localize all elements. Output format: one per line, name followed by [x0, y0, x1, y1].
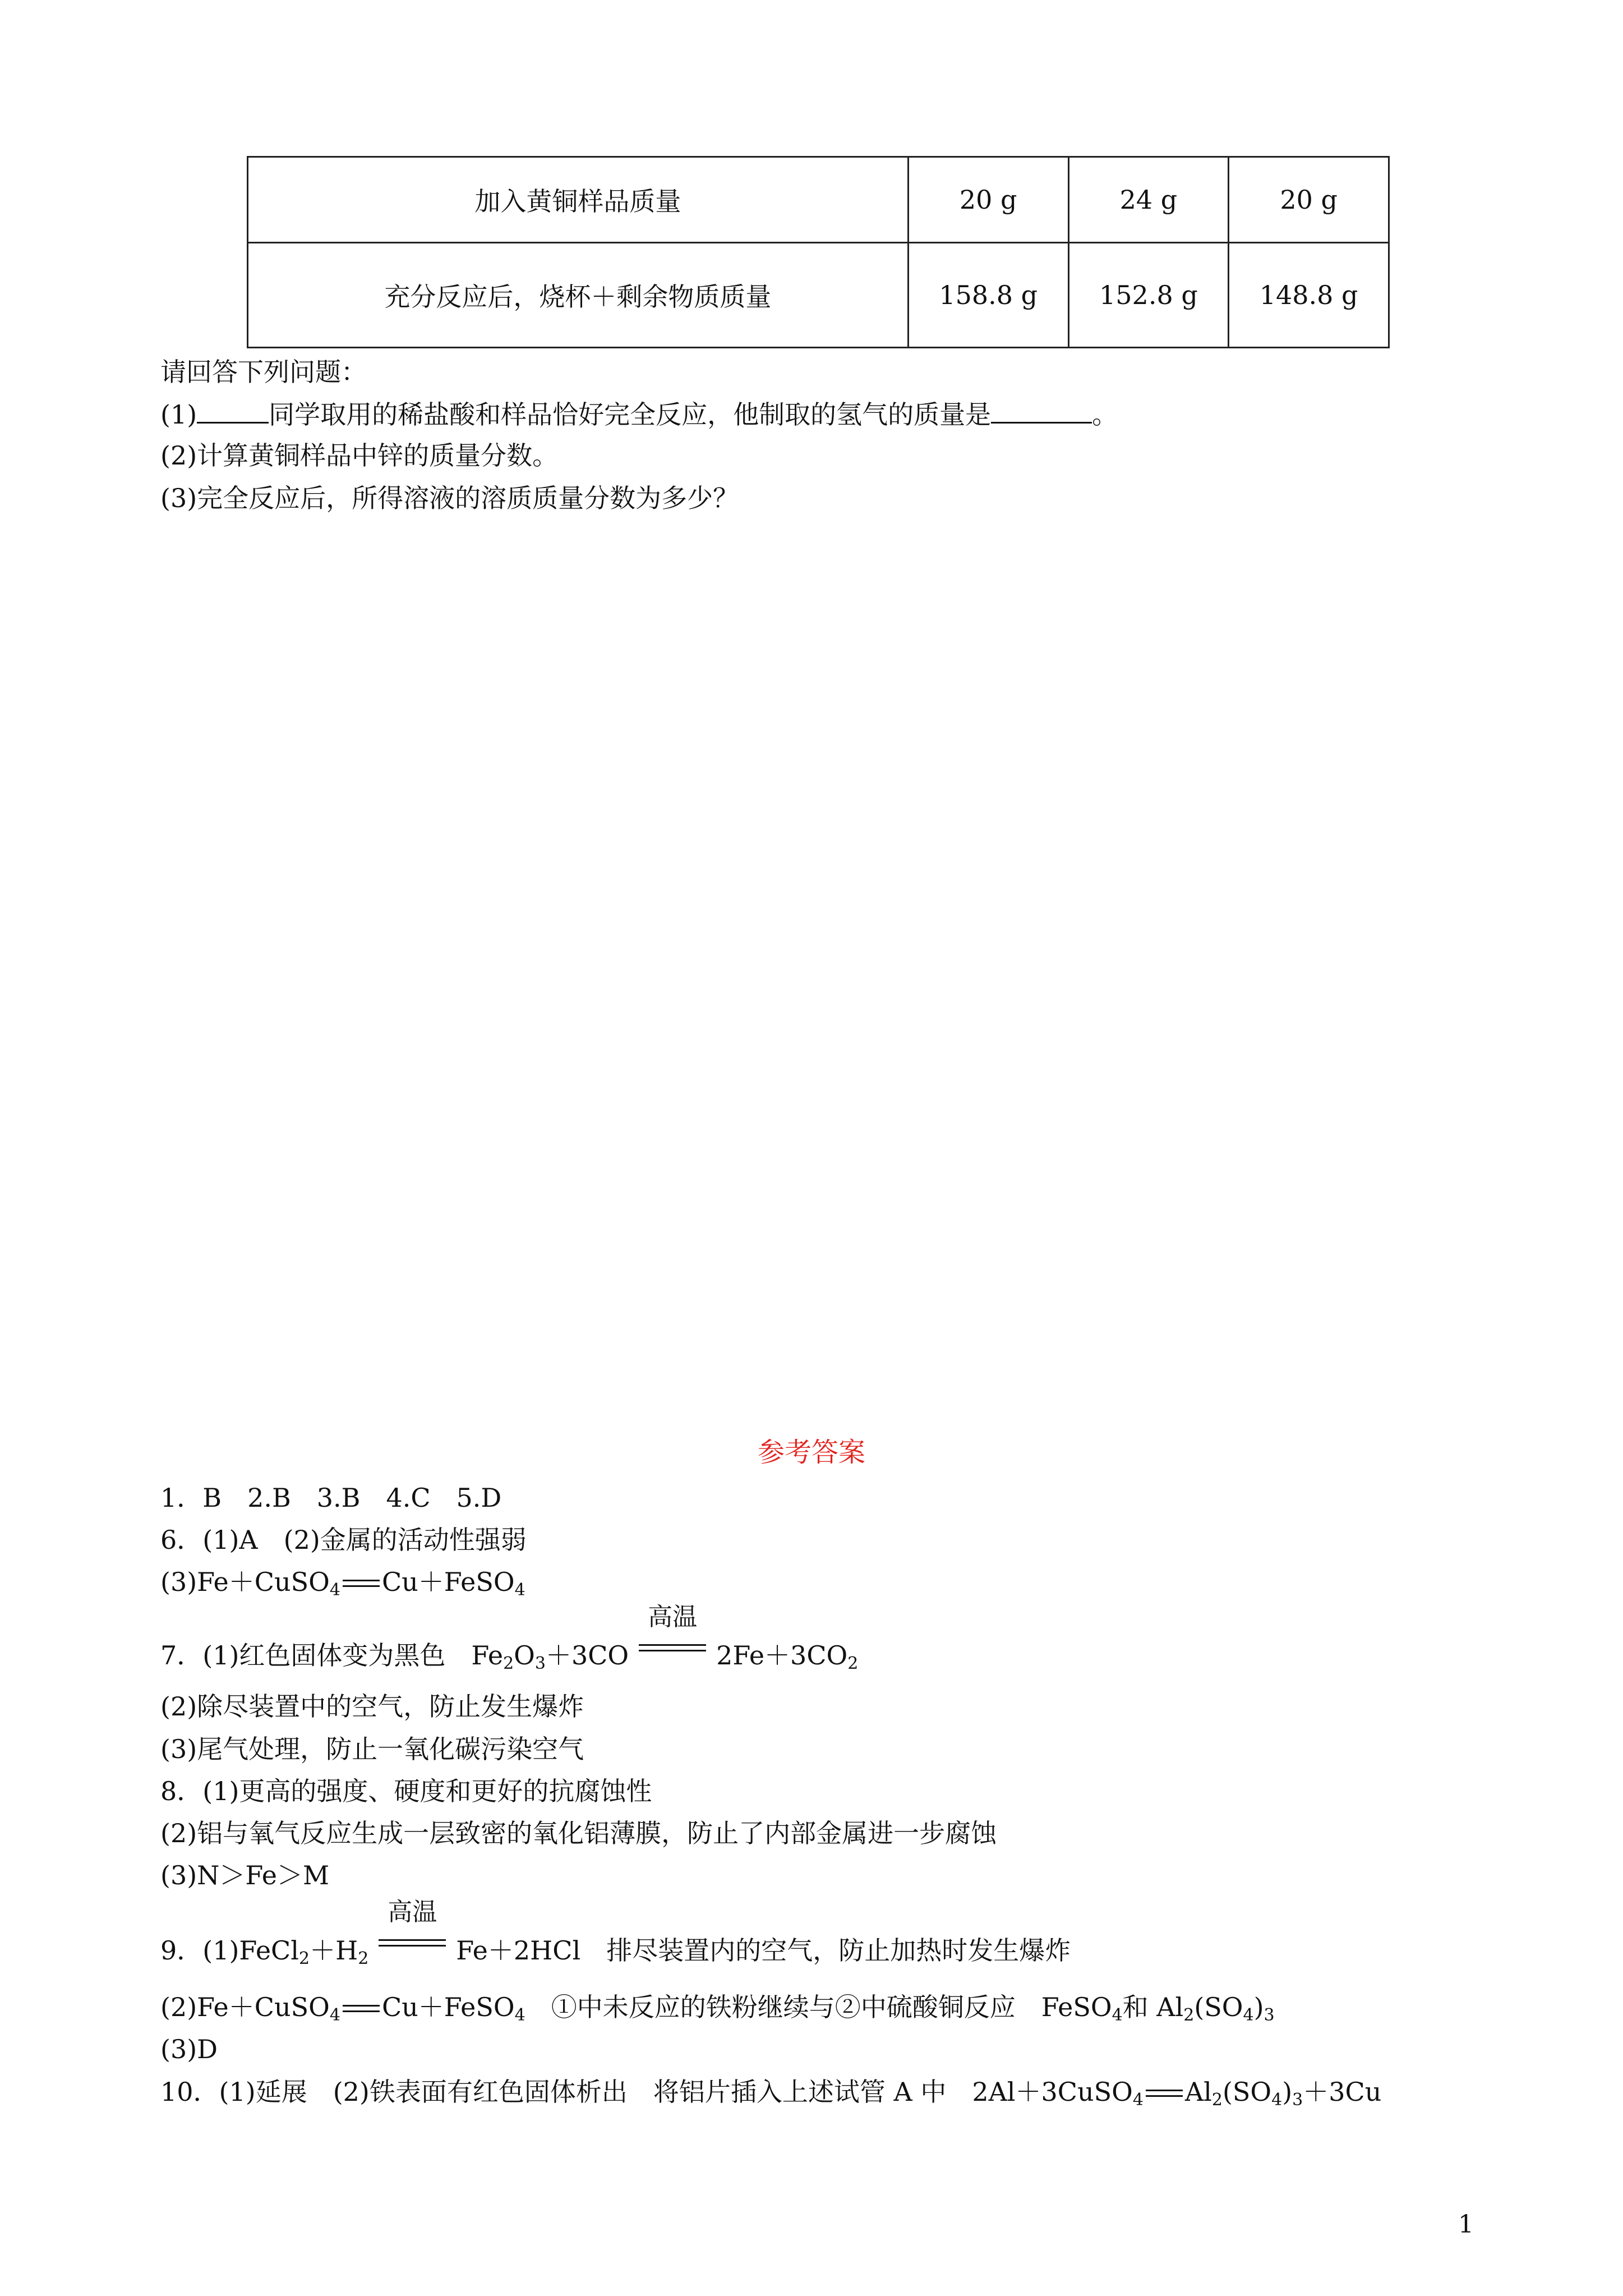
answer-text: (2)Fe＋CuSO — [160, 1992, 330, 2022]
subscript: 2 — [1183, 2005, 1195, 2025]
question-2: (2)计算黄铜样品中锌的质量分数。 — [160, 440, 559, 471]
answer-text: Cu＋FeSO — [381, 1992, 515, 2022]
table-row-label: 充分反应后，烧杯＋剩余物质质量 — [248, 243, 909, 348]
brass-sample-table — [247, 156, 1390, 348]
answer-line: 6．(1)A (2)金属的活动性强弱 — [160, 1525, 527, 1555]
question-1-number: (1) — [160, 399, 197, 430]
subscript: 2 — [847, 1654, 859, 1673]
subscript: 3 — [1292, 2090, 1303, 2110]
answer-text: 10．(1)延展 (2)铁表面有红色固体析出 将铝片插入上述试管 A 中 2Al＋3CuSO — [160, 2077, 1133, 2107]
answer-line: (2)除尽装置中的空气，防止发生爆炸 — [160, 1691, 584, 1722]
equals-sign — [343, 2004, 380, 2015]
answer-line — [160, 1565, 525, 1599]
subscript: 3 — [1264, 2005, 1275, 2025]
table-cell: 24 g — [1068, 157, 1229, 243]
answer-text: (SO — [1194, 1992, 1243, 2022]
answer-line — [160, 1603, 859, 1673]
answer-text: (SO — [1222, 2077, 1272, 2107]
equals-line — [379, 1939, 446, 1941]
reaction-condition — [634, 1603, 711, 1664]
answer-line: 1．B 2.B 3.B 4.C 5.D — [160, 1483, 502, 1513]
answer-text: ＋H — [310, 1935, 358, 1966]
answer-text: ＋3Cu — [1303, 2077, 1382, 2107]
subscript: 2 — [503, 1654, 514, 1673]
answer-blank — [991, 397, 1092, 424]
condition-label: 高温 — [648, 1603, 698, 1631]
answer-line: (3)D — [160, 2034, 218, 2064]
answer-line: (2)铝与氧气反应生成一层致密的氧化铝薄膜，防止了内部金属进一步腐蚀 — [160, 1818, 997, 1848]
subscript: 4 — [1112, 2005, 1123, 2025]
equals-sign — [343, 1579, 380, 1590]
questions-intro: 请回答下列问题： — [160, 357, 367, 387]
table-row — [248, 157, 1389, 243]
subscript: 2 — [1211, 2090, 1223, 2110]
answer-line: (3)N＞Fe＞M — [160, 1860, 330, 1890]
condition-label: 高温 — [388, 1898, 437, 1926]
table-cell: 148.8 g — [1229, 243, 1389, 348]
answers-title: 参考答案 — [757, 1437, 865, 1468]
answer-text: ①中未反应的铁粉继续与②中硫酸铜反应 FeSO — [525, 1992, 1112, 2022]
reaction-condition — [374, 1898, 450, 1959]
answer-text: Fe＋2HCl 排尽装置内的空气，防止加热时发生爆炸 — [456, 1935, 1071, 1966]
subscript: 4 — [1271, 2090, 1283, 2110]
table-cell: 158.8 g — [908, 243, 1068, 348]
answer-line: 8．(1)更高的强度、硬度和更好的抗腐蚀性 — [160, 1776, 652, 1806]
table-cell: 152.8 g — [1068, 243, 1229, 348]
subscript: 4 — [329, 1580, 340, 1600]
page-number: 1 — [1458, 2210, 1474, 2239]
answer-text: ) — [1253, 1992, 1264, 2022]
answer-text: 2Fe＋3CO — [716, 1640, 848, 1671]
answer-text: 9．(1)FeCl — [160, 1935, 299, 1966]
answer-text: 7．(1)红色固体变为黑色 Fe — [160, 1640, 504, 1671]
subscript: 4 — [329, 2005, 340, 2025]
table-cell: 20 g — [908, 157, 1068, 243]
question-1-text: 同学取用的稀盐酸和样品恰好完全反应，他制取的氢气的质量是 — [269, 399, 992, 430]
answer-line — [160, 1898, 1071, 1968]
answer-text: Al — [1184, 2077, 1212, 2107]
answer-blank — [197, 397, 269, 424]
answer-text: (3)Fe＋CuSO — [160, 1567, 330, 1597]
table-row — [248, 243, 1389, 348]
equals-line — [639, 1644, 706, 1646]
equals-line — [639, 1650, 706, 1651]
answer-line — [160, 1990, 1275, 2024]
answer-line: (3)尾气处理，防止一氧化碳污染空气 — [160, 1734, 584, 1764]
question-3: (3)完全反应后，所得溶液的溶质质量分数为多少？ — [160, 483, 739, 513]
answer-text: 和 Al — [1122, 1992, 1184, 2022]
subscript: 4 — [1132, 2090, 1144, 2110]
answer-text: Cu＋FeSO — [381, 1567, 515, 1597]
equals-line — [379, 1945, 446, 1947]
subscript: 4 — [514, 2005, 525, 2025]
subscript: 2 — [358, 1949, 369, 1968]
subscript: 4 — [1243, 2005, 1254, 2025]
subscript: 4 — [514, 1580, 525, 1600]
subscript: 2 — [298, 1949, 310, 1968]
answer-line — [160, 2075, 1381, 2109]
table-row-label: 加入黄铜样品质量 — [248, 157, 909, 243]
answer-text: ＋3CO — [545, 1640, 629, 1671]
equals-sign — [1146, 2088, 1183, 2100]
table-cell: 20 g — [1229, 157, 1389, 243]
answer-text: ) — [1282, 2077, 1293, 2107]
answer-text: O — [514, 1640, 535, 1671]
question-1 — [160, 397, 1118, 431]
question-1-end: 。 — [1092, 399, 1118, 430]
subscript: 3 — [534, 1654, 546, 1673]
